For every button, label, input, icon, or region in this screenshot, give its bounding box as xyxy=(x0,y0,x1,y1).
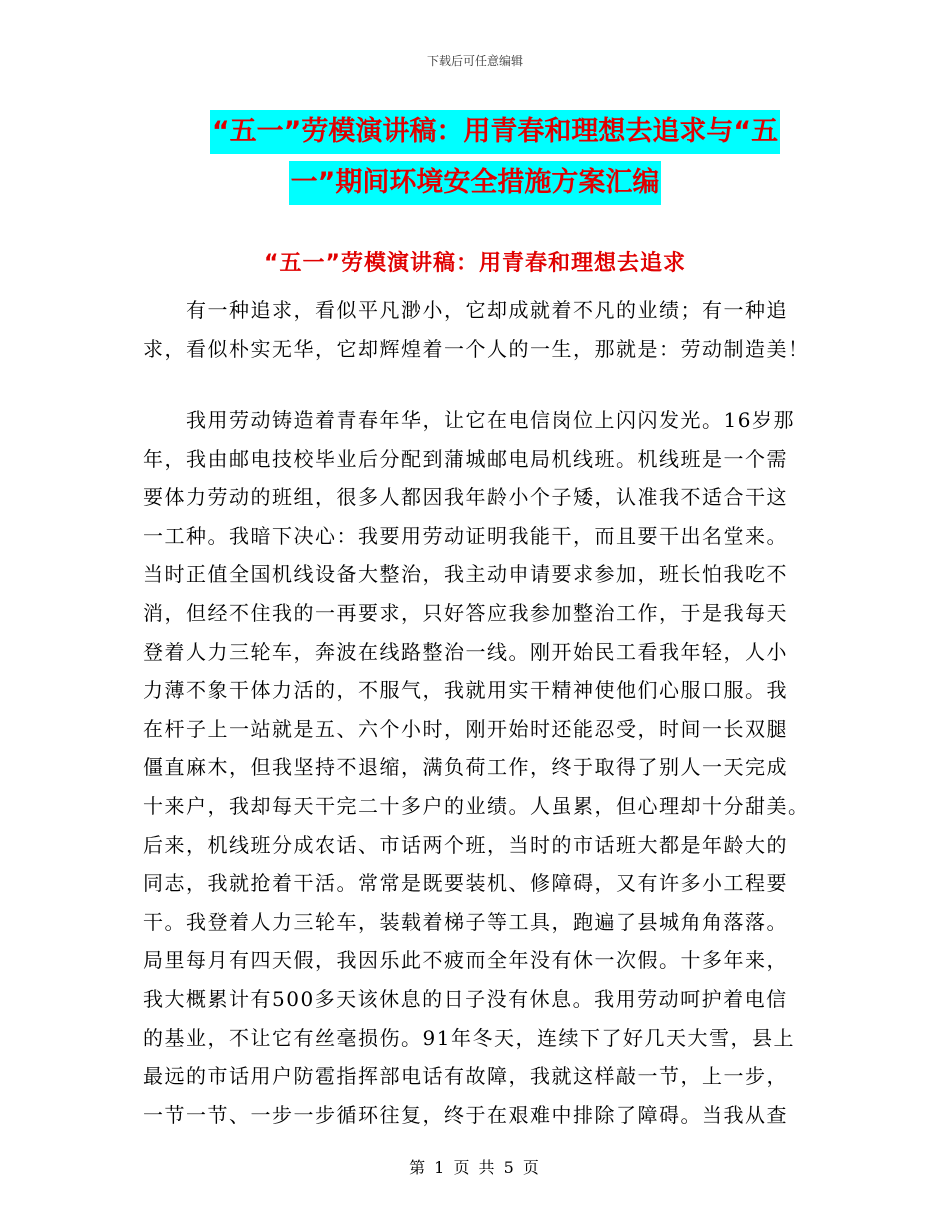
paragraph-2 xyxy=(143,401,810,1134)
paragraph-line: 消，但经不住我的一再要求，只好答应我参加整治工作，于是我每天 xyxy=(143,600,788,625)
paragraph-line: 僵直麻木，但我坚持不退缩，满负荷工作，终于取得了别人一天完成 xyxy=(143,755,788,780)
paragraph-line: 在杆子上一站就是五、六个小时，刚开始时还能忍受，时间一长双腿 xyxy=(143,716,788,741)
document-title-line-1: “五一”劳模演讲稿：用青春和理想去追求与“五 xyxy=(210,110,780,154)
paragraph-line: 后来，机线班分成农话、市话两个班，当时的市话班大都是年龄大的 xyxy=(143,832,788,857)
document-title xyxy=(0,106,950,208)
paragraph-line: 有一种追求，看似平凡渺小，它却成就着不凡的业绩；有一种追 xyxy=(143,298,788,322)
paragraph-line: 干。我登着人力三轮车，装载着梯子等工具，跑遍了县城角角落落。 xyxy=(143,909,788,934)
paragraph-1 xyxy=(143,291,810,368)
paragraph-line: 最远的市话用户防雹指挥部电话有故障，我就这样敲一节，上一步， xyxy=(143,1064,788,1089)
section-title: “五一”劳模演讲稿：用青春和理想去追求 xyxy=(264,251,686,276)
paragraph-line: 登着人力三轮车，奔波在线路整治一线。刚开始民工看我年轻，人小 xyxy=(143,639,788,664)
paragraph-line: 同志，我就抢着干活。常常是既要装机、修障碍，又有许多小工程要 xyxy=(143,871,788,896)
paragraph-line: 我大概累计有500多天该休息的日子没有休息。我用劳动呵护着电信 xyxy=(143,986,788,1011)
paragraph-line: 力薄不象干体力活的，不服气，我就用实干精神使他们心服口服。我 xyxy=(143,678,788,703)
paragraph-line: 年，我由邮电技校毕业后分配到蒲城邮电局机线班。机线班是一个需 xyxy=(143,446,788,471)
document-title-line-2: 一”期间环境安全措施方案汇编 xyxy=(289,161,662,205)
paragraph-line: 要体力劳动的班组，很多人都因我年龄小个子矮，认准我不适合干这 xyxy=(143,485,788,510)
paragraph-line: 局里每月有四天假，我因乐此不疲而全年没有休一次假。十多年来， xyxy=(143,948,788,973)
paragraph-line: 当时正值全国机线设备大整治，我主动申请要求参加，班长怕我吃不 xyxy=(143,562,788,587)
paragraph-line: 十来户，我却每天干完二十多户的业绩。人虽累，但心理却十分甜美。 xyxy=(143,793,810,818)
page-footer: 第 1 页 共 5 页 xyxy=(409,1158,541,1177)
paragraph-line: 求，看似朴实无华，它却辉煌着一个人的一生，那就是：劳动制造美！ xyxy=(143,336,810,361)
paragraph-line: 我用劳动铸造着青春年华，让它在电信岗位上闪闪发光。16岁那 xyxy=(143,408,795,432)
paragraph-line: 的基业，不让它有丝毫损伤。91年冬天，连续下了好几天大雪，县上 xyxy=(143,1025,795,1050)
paragraph-line: 一节一节、一步一步循环往复，终于在艰难中排除了障碍。当我从查 xyxy=(143,1102,788,1127)
header-note: 下载后可任意编辑 xyxy=(426,54,523,68)
paragraph-line: 一工种。我暗下决心：我要用劳动证明我能干，而且要干出名堂来。 xyxy=(143,523,788,548)
